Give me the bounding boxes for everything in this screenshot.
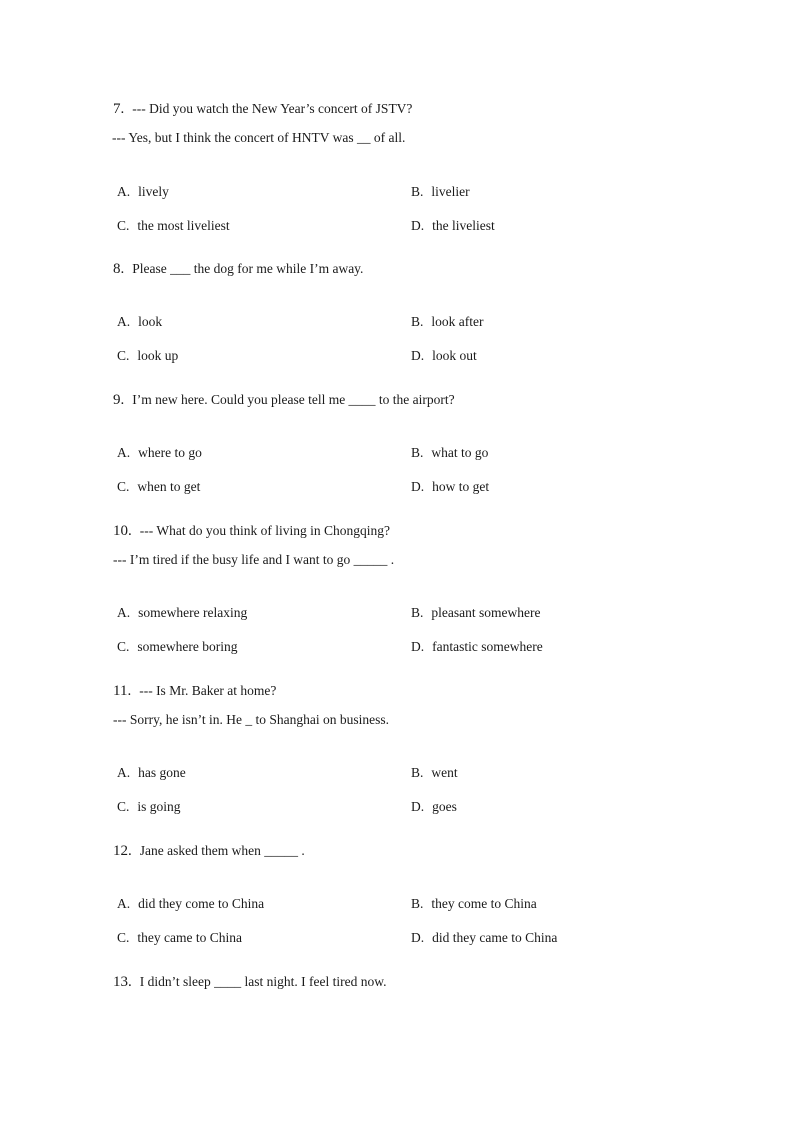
option-d[interactable]	[411, 218, 495, 234]
question-stem	[113, 261, 733, 277]
option-b[interactable]	[411, 896, 537, 912]
question-12	[113, 843, 733, 945]
option-text: livelier	[431, 184, 470, 199]
option-row	[113, 314, 733, 330]
option-text: somewhere boring	[137, 639, 238, 654]
option-row	[113, 799, 733, 815]
question-stem	[113, 974, 733, 990]
option-a[interactable]	[117, 314, 162, 330]
option-letter: D.	[411, 639, 425, 654]
option-letter: A.	[117, 314, 131, 329]
question-number: 9.	[113, 392, 125, 408]
option-text: they came to China	[137, 930, 242, 945]
option-c[interactable]	[117, 479, 200, 495]
option-letter: A.	[117, 765, 131, 780]
option-letter: C.	[117, 639, 130, 654]
option-letter: D.	[411, 930, 425, 945]
question-number: 12.	[113, 843, 132, 859]
option-d[interactable]	[411, 799, 457, 815]
question-11	[113, 683, 733, 814]
question-text: --- Did you watch the New Year’s concert of JSTV?	[132, 101, 413, 116]
question-number: 7.	[113, 101, 125, 117]
question-number: 13.	[113, 974, 132, 990]
option-b[interactable]	[411, 445, 488, 461]
option-d[interactable]	[411, 348, 477, 364]
question-stem	[113, 523, 733, 539]
question-9	[113, 392, 733, 494]
option-a[interactable]	[117, 896, 264, 912]
question-text: I’m new here. Could you please tell me ____ to the airport?	[132, 392, 455, 407]
option-text: goes	[432, 799, 457, 814]
question-7	[112, 101, 733, 233]
option-text: where to go	[138, 445, 202, 460]
option-letter: B.	[411, 445, 424, 460]
option-letter: A.	[117, 445, 131, 460]
option-row	[113, 479, 733, 495]
option-row	[113, 896, 733, 912]
option-text: went	[431, 765, 458, 780]
option-a[interactable]	[117, 445, 202, 461]
question-text-line-2: --- Yes, but I think the concert of HNTV was __ of all.	[112, 130, 406, 145]
option-letter: A.	[117, 896, 131, 911]
option-c[interactable]	[117, 930, 242, 946]
option-text: did they came to China	[432, 930, 558, 945]
question-text: --- Is Mr. Baker at home?	[139, 683, 277, 698]
options	[113, 896, 733, 946]
option-letter: D.	[411, 479, 425, 494]
option-row	[113, 184, 733, 200]
question-stem	[113, 392, 733, 408]
question-stem	[113, 683, 733, 699]
option-d[interactable]	[411, 479, 489, 495]
option-text: look after	[431, 314, 484, 329]
option-row	[113, 930, 733, 946]
option-c[interactable]	[117, 639, 238, 655]
question-text: Please ___ the dog for me while I’m away.	[132, 261, 364, 276]
option-text: did they come to China	[138, 896, 265, 911]
option-text: somewhere relaxing	[138, 605, 248, 620]
option-b[interactable]	[411, 184, 470, 200]
option-text: look up	[137, 348, 179, 363]
option-letter: C.	[117, 218, 130, 233]
options	[113, 184, 733, 234]
question-stem	[113, 843, 733, 859]
options	[113, 445, 733, 495]
question-number: 11.	[113, 683, 132, 699]
option-b[interactable]	[411, 314, 484, 330]
option-letter: B.	[411, 605, 424, 620]
question-text-line-2: --- Sorry, he isn’t in. He _ to Shanghai on business.	[113, 712, 389, 727]
option-letter: C.	[117, 930, 130, 945]
option-row	[113, 605, 733, 621]
question-text: --- What do you think of living in Chongqing?	[139, 523, 390, 538]
question-number: 8.	[113, 261, 125, 277]
option-letter: D.	[411, 218, 425, 233]
option-text: what to go	[431, 445, 489, 460]
options	[113, 605, 733, 655]
option-row	[113, 348, 733, 364]
question-text: Jane asked them when _____ .	[139, 843, 305, 858]
option-a[interactable]	[117, 605, 247, 621]
option-c[interactable]	[117, 799, 181, 815]
question-text-line-2: --- I’m tired if the busy life and I want to go _____ .	[113, 552, 395, 567]
option-letter: D.	[411, 348, 425, 363]
option-text: they come to China	[431, 896, 537, 911]
option-letter: B.	[411, 184, 424, 199]
option-d[interactable]	[411, 639, 543, 655]
option-letter: B.	[411, 314, 424, 329]
option-row	[113, 639, 733, 655]
question-8	[113, 261, 733, 363]
option-row	[113, 765, 733, 781]
question-stem	[113, 101, 733, 117]
option-letter: B.	[411, 765, 424, 780]
question-13	[113, 974, 733, 990]
option-text: is going	[137, 799, 181, 814]
option-b[interactable]	[411, 605, 540, 621]
option-b[interactable]	[411, 765, 458, 781]
option-text: look out	[432, 348, 477, 363]
option-text: the most liveliest	[137, 218, 230, 233]
option-row	[113, 445, 733, 461]
option-letter: C.	[117, 479, 130, 494]
option-text: pleasant somewhere	[431, 605, 541, 620]
question-text: I didn’t sleep ____ last night. I feel tired now.	[139, 974, 387, 989]
option-c[interactable]	[117, 218, 230, 234]
option-letter: D.	[411, 799, 425, 814]
option-text: lively	[138, 184, 169, 199]
question-number: 10.	[113, 523, 132, 539]
option-row	[113, 218, 733, 234]
option-letter: C.	[117, 348, 130, 363]
options	[113, 314, 733, 364]
option-text: fantastic somewhere	[432, 639, 543, 654]
option-text: when to get	[137, 479, 201, 494]
option-text: how to get	[432, 479, 490, 494]
option-d[interactable]	[411, 930, 557, 946]
option-letter: C.	[117, 799, 130, 814]
option-letter: A.	[117, 184, 131, 199]
option-c[interactable]	[117, 348, 178, 364]
option-a[interactable]	[117, 765, 186, 781]
option-a[interactable]	[117, 184, 169, 200]
question-10	[113, 523, 733, 654]
option-letter: A.	[117, 605, 131, 620]
options	[113, 765, 733, 815]
option-text: the liveliest	[432, 218, 495, 233]
option-letter: B.	[411, 896, 424, 911]
option-text: has gone	[138, 765, 186, 780]
option-text: look	[138, 314, 163, 329]
